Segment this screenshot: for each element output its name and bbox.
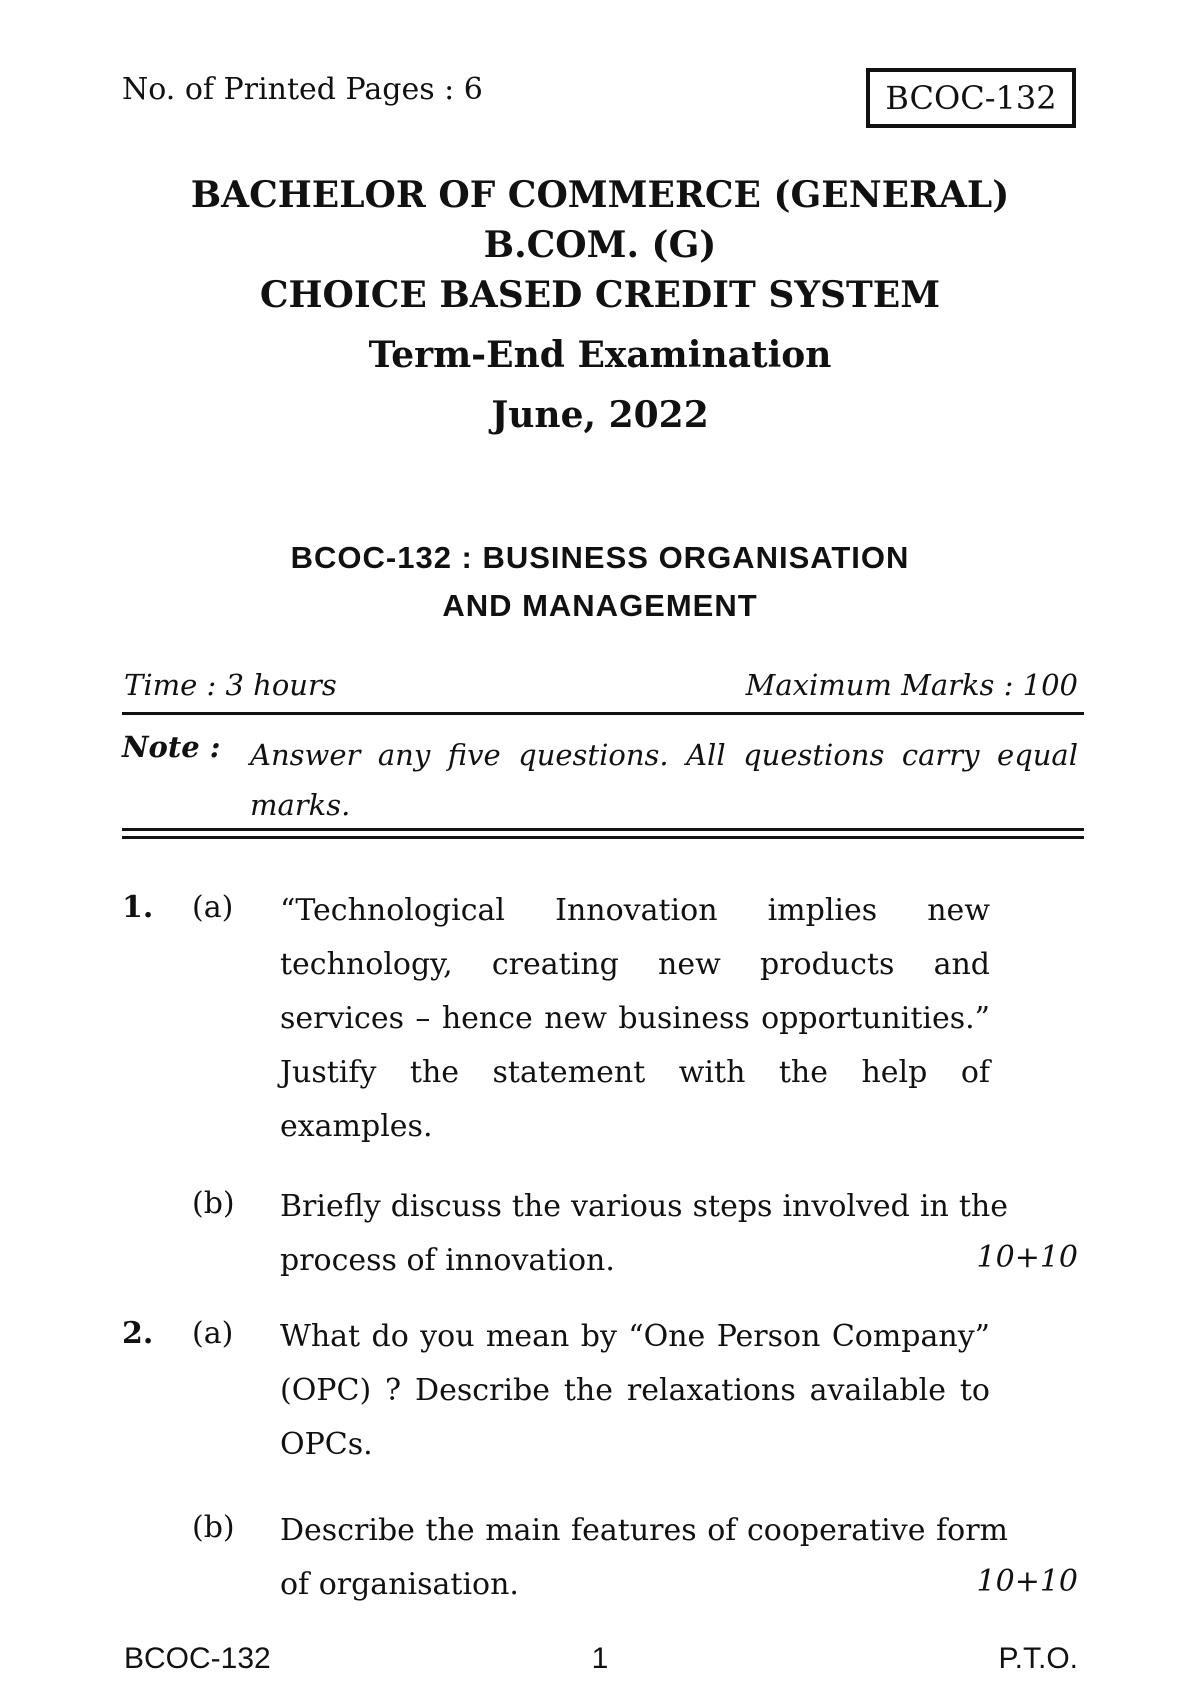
question-part-label: (b) bbox=[192, 1510, 235, 1545]
question-number: 2. bbox=[122, 1316, 154, 1351]
question-part-text: Describe the main features of cooperative form of organisation. bbox=[280, 1513, 1008, 1602]
note-text: Answer any five questions. All questions carry equal marks. bbox=[250, 738, 1078, 822]
programme-short-title: B.COM. (G) bbox=[483, 224, 717, 266]
question-part-text: “Technological Innovation implies new technology, creating new products and services – hence new business opportunities.” Justify the statement with the help of examples. bbox=[280, 893, 990, 1144]
course-title-line-1: BCOC-132 : BUSINESS ORGANISATION bbox=[290, 540, 910, 575]
paper-code-box: BCOC-132 bbox=[866, 68, 1076, 128]
printed-pages-count: No. of Printed Pages : 6 bbox=[122, 72, 483, 107]
question-part-label: (a) bbox=[192, 1316, 234, 1351]
question-marks: 10+10 bbox=[976, 1240, 1078, 1275]
double-rule-bottom bbox=[122, 836, 1084, 839]
programme-title: BACHELOR OF COMMERCE (GENERAL) bbox=[190, 174, 1010, 216]
maximum-marks: Maximum Marks : 100 bbox=[745, 668, 1078, 702]
note-label: Note : bbox=[122, 730, 221, 764]
course-title-line-2: AND MANAGEMENT bbox=[442, 588, 758, 623]
question-marks: 10+10 bbox=[976, 1564, 1078, 1599]
footer-paper-code: BCOC-132 bbox=[124, 1642, 271, 1675]
question-part-label: (a) bbox=[192, 890, 234, 925]
double-rule-top bbox=[122, 828, 1084, 831]
page-number: 1 bbox=[591, 1642, 609, 1675]
credit-system-title: CHOICE BASED CREDIT SYSTEM bbox=[259, 274, 941, 316]
question-part-text: What do you mean by “One Person Company” (OPC) ? Describe the relaxations available to OPCs. bbox=[280, 1319, 990, 1462]
question-part-text: Briefly discuss the various steps involved in the process of innovation. bbox=[280, 1189, 1008, 1278]
question-number: 1. bbox=[122, 890, 154, 925]
exam-time: Time : 3 hours bbox=[124, 668, 337, 702]
question-part-label: (b) bbox=[192, 1186, 235, 1221]
divider-rule bbox=[122, 712, 1084, 715]
please-turn-over: P.T.O. bbox=[998, 1642, 1078, 1675]
exam-date: June, 2022 bbox=[491, 394, 709, 436]
exam-type-title: Term-End Examination bbox=[368, 334, 832, 376]
